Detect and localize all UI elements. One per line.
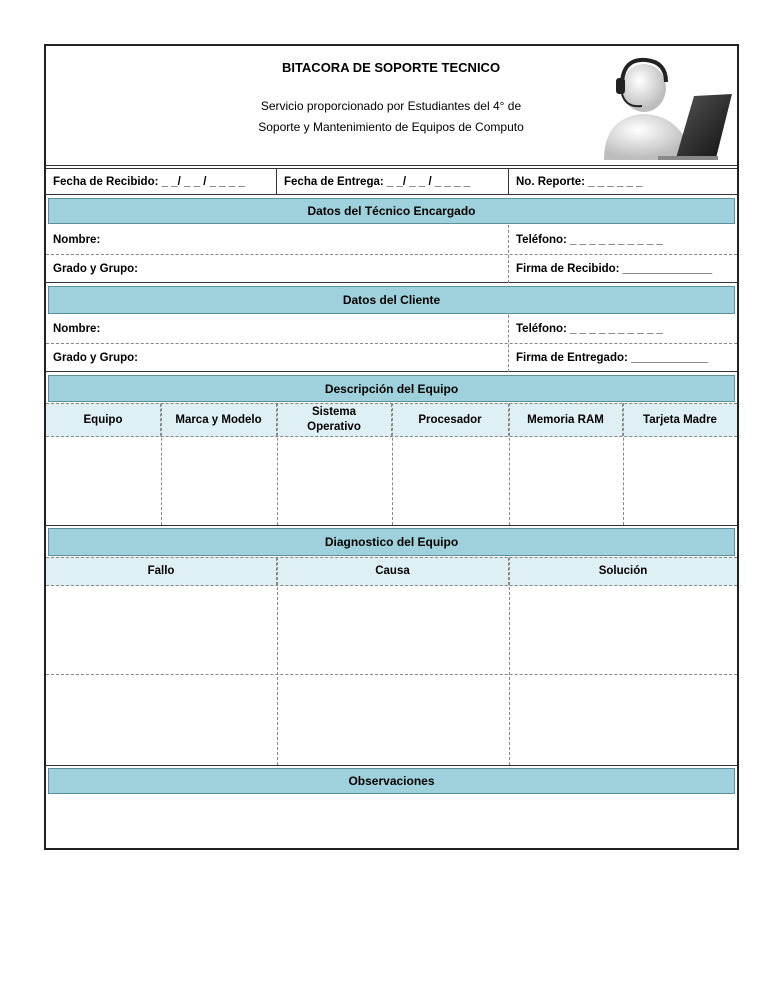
diagnostico-data-row-1[interactable] [46,586,737,675]
col-marca-modelo: Marca y Modelo [161,404,277,436]
fecha-recibido-field[interactable]: Fecha de Recibido: _ _/ _ _ / _ _ _ _ [53,175,245,188]
subtitle-line-2: Soporte y Mantenimiento de Equipos de Computo [258,120,524,134]
col-causa: Causa [277,558,509,585]
cliente-row-2 [46,344,737,372]
diagnostico-data-row-2[interactable] [46,676,737,765]
col-fallo: Fallo [46,558,277,585]
col-tarjeta-madre: Tarjeta Madre [643,413,717,426]
cliente-section-header: Datos del Cliente [48,286,735,314]
diagnostico-section-header: Diagnostico del Equipo [48,528,735,556]
col-equipo: Equipo [46,404,161,436]
support-log-form [44,44,739,850]
no-reporte-field[interactable]: No. Reporte: _ _ _ _ _ _ [516,175,643,188]
cliente-row-1 [46,315,737,344]
form-title: BITACORA DE SOPORTE TECNICO [281,60,501,75]
support-agent-laptop-icon [586,48,736,162]
tecnico-nombre-field[interactable]: Nombre: [53,233,101,246]
tecnico-firma-field[interactable]: Firma de Recibido: ______________ [516,262,713,275]
col-memoria-ram: Memoria RAM [509,404,623,436]
fecha-entrega-field[interactable]: Fecha de Entrega: _ _/ _ _ / _ _ _ _ [284,175,471,188]
cliente-telefono-field[interactable]: Teléfono: _ _ _ _ _ _ _ _ _ _ [516,323,663,335]
observaciones-section-header: Observaciones [48,768,735,794]
tecnico-telefono-field[interactable]: Teléfono: _ _ _ _ _ _ _ _ _ _ [516,233,663,246]
col-procesador: Procesador [392,404,509,436]
subtitle-line-1: Servicio proporcionado por Estudiantes del 4° de [260,99,522,113]
observaciones-field[interactable] [46,795,737,848]
tecnico-row-1 [46,225,737,255]
tecnico-section-header: Datos del Técnico Encargado [48,198,735,224]
tecnico-grado-field[interactable]: Grado y Grupo: [53,262,138,275]
diagnostico-column-headers [46,557,737,586]
col-solucion: Solución [598,565,648,577]
cliente-firma-field[interactable]: Firma de Entregado: ____________ [516,351,708,364]
tecnico-row-2 [46,255,737,283]
cliente-nombre-field[interactable]: Nombre: [53,323,101,335]
form-subtitle [206,96,576,138]
col-sistema-operativo: Sistema Operativo [277,404,392,436]
cliente-grado-field[interactable]: Grado y Grupo: [53,351,138,364]
equipo-section-header: Descripción del Equipo [48,375,735,402]
meta-row [46,169,737,195]
